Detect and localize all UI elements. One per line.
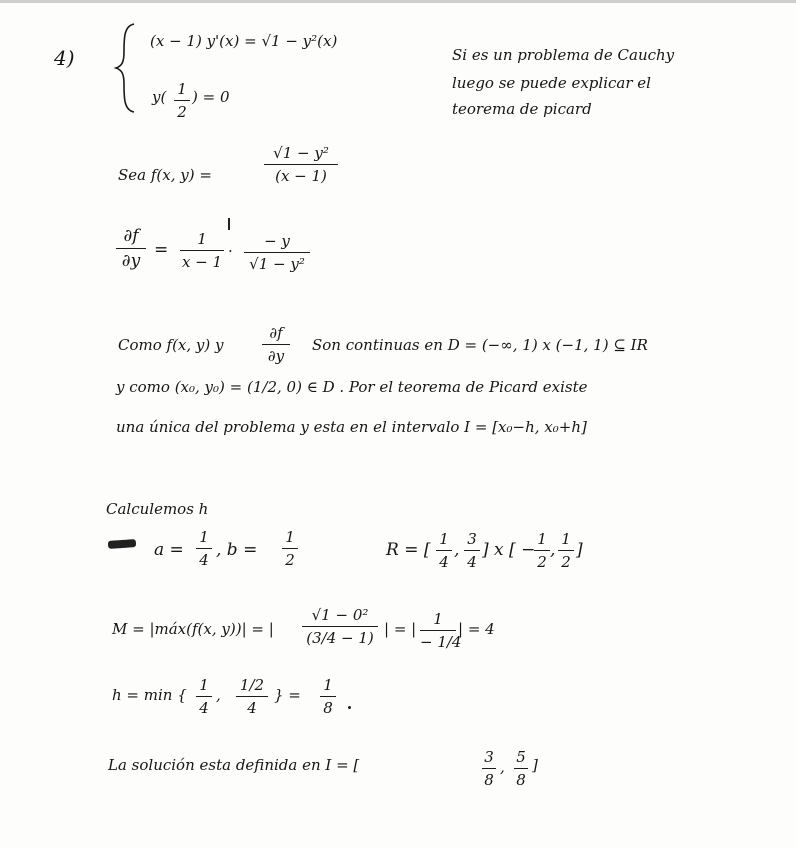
note-line-1: Si es un problema de Cauchy [452,46,675,64]
region-fraction-4: 1 2 [558,530,574,571]
solution-text: La solución esta definida en I = [ [108,756,360,774]
system-brace [112,22,142,114]
h-result-fraction: 1 8 [320,676,336,717]
scan-edge [0,0,796,3]
M-middle: | = | [384,620,417,638]
note-line-2: luego se puede explicar el [452,74,651,92]
partial-factor-b: − y √1 − y² [244,232,310,273]
M-fraction-2: 1 − 1/4 [420,610,462,651]
stray-mark [228,218,230,230]
crossed-out-mark [108,539,136,549]
b-fraction: 1 2 [282,528,298,569]
h-lead: h = min { [112,686,187,704]
a-fraction: 1 4 [196,528,212,569]
h-fraction-2: 1/2 4 [236,676,268,717]
initial-condition-lhs: y( [152,88,167,106]
h-fraction-1: 1 4 [196,676,212,717]
partial-lhs: ∂f ∂y [116,226,146,271]
region-fraction-1: 1 4 [436,530,452,571]
theorem-line-1a: Como f(x, y) y [118,336,224,354]
partial-dot: · [228,242,233,260]
solution-close: ] [532,756,538,774]
theorem-line-1b: Son continuas en D = (−∞, 1) x (−1, 1) ⊆ IR [312,336,648,354]
region-fraction-2: 3 4 [464,530,480,571]
solution-comma: , [500,758,505,776]
M-fraction-1: √1 − 0² (3/4 − 1) [302,606,378,647]
region-fraction-3: 1 2 [534,530,550,571]
region-label: R = [ [386,540,431,560]
theorem-line-2: y como (x₀, y₀) = (1/2, 0) ∈ D . Por el teorema de Picard existe [116,378,588,396]
h-comma: , [216,686,221,704]
problem-label: 4) [54,46,75,70]
b-label: , b = [216,540,258,560]
region-close: ] [576,540,583,560]
calc-heading: Calculemos h [106,500,209,518]
equation-ode: (x − 1) y'(x) = √1 − y²(x) [150,32,338,50]
solution-fraction-2: 5 8 [514,748,528,789]
theorem-line-3: una única del problema y esta en el intervalo I = [x₀−h, x₀+h] [116,418,587,436]
def-f-lead: Sea f(x, y) = [118,166,212,184]
partial-factor-a: 1 x − 1 [181,230,223,271]
a-label: a = [154,540,184,560]
partial-equals: = [154,240,169,260]
theorem-partial: ∂f ∂y [262,324,290,365]
solution-fraction-1: 3 8 [482,748,496,789]
region-comma-2: , [550,540,556,560]
M-result: | = 4 [458,620,495,638]
period-dot [348,706,351,709]
h-close: } = [274,686,301,704]
initial-condition-fraction: 1 2 [174,80,190,121]
region-comma-1: , [454,540,460,560]
def-f-fraction: √1 − y² (x − 1) [264,144,338,185]
M-lead: M = |máx(f(x, y))| = | [112,620,274,638]
region-middle: ] x [ − [482,540,536,560]
note-line-3: teorema de picard [452,100,592,118]
initial-condition-rhs: ) = 0 [192,88,230,106]
